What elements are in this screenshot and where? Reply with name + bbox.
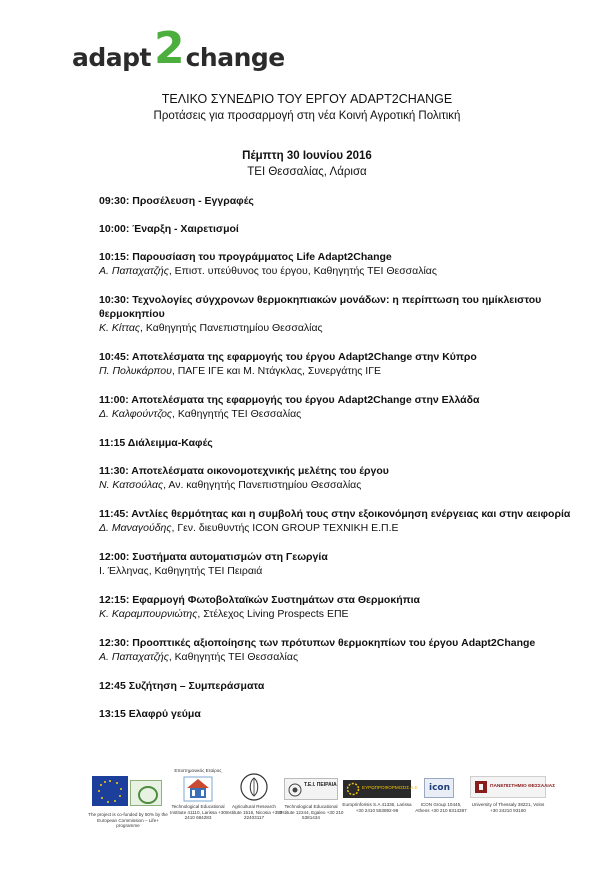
speaker-name: Ν. Κατσούλας bbox=[99, 479, 164, 491]
conference-subtitle: Προτάσεις για προσαρμογή στη νέα Κοινή Αγροτική Πολιτική bbox=[153, 110, 461, 122]
conference-venue: ΤΕΙ Θεσσαλίας, Λάρισα bbox=[247, 166, 367, 178]
eu-caption: The project is co-funded by 50% by the European Commission – Life+ programme bbox=[88, 812, 168, 829]
logo-word-adapt: adapt bbox=[72, 43, 151, 72]
eu-flag-icon bbox=[92, 776, 128, 806]
uth-logo-text: ΠΑΝΕΠΙΣΤΗΜΙΟ ΘΕΣΣΑΛΙΑΣ bbox=[490, 784, 556, 789]
program-item-speaker bbox=[99, 478, 579, 493]
icon-group-logo-group bbox=[415, 778, 467, 848]
speaker-affiliation: , Γεν. διευθυντής ICON GROUP ΤΕΧΝΙΚΗ Ε.Π.Ε bbox=[171, 522, 399, 534]
program-item bbox=[99, 222, 579, 236]
program-item bbox=[99, 194, 579, 208]
ari-logo-group bbox=[225, 772, 283, 842]
program-item-speaker bbox=[99, 650, 579, 665]
program-item-title: 10:15: Παρουσίαση του προγράμματος Life Adapt2Change bbox=[99, 251, 392, 263]
program-item bbox=[99, 707, 579, 721]
program-item-title: 10:30: Τεχνολογίες σύγχρονων θερμοκηπιακών μονάδων: η περίπτωση του ημίκλειστου θερμοκηπίου bbox=[99, 294, 542, 320]
icon-group-caption: ICON Group 10445, Athens +30 210 8314387 bbox=[415, 802, 467, 813]
program-item-speaker bbox=[99, 521, 579, 536]
program-item bbox=[99, 293, 579, 336]
speaker-affiliation: , Καθηγητής Πανεπιστημίου Θεσσαλίας bbox=[139, 322, 323, 334]
teithe-caption: Technological Educational Institute 41110, Larissa +30 2410 684283 bbox=[170, 804, 226, 821]
program-item-title: 11:45: Αντλίες θερμότητας και η συμβολή τους στην εξοικονόμηση ενέργειας και στην αειφορία bbox=[99, 508, 571, 520]
speaker-name: Π. Πολυκάρπου bbox=[99, 365, 172, 377]
program-item-title: 11:30: Αποτελέσματα οικονομοτεχνικής μελέτης του έργου bbox=[99, 465, 389, 477]
speaker-name: Κ. Κίττας bbox=[99, 322, 140, 334]
adapt2change-logo bbox=[72, 23, 285, 75]
program-item-title: 09:30: Προσέλευση - Εγγραφές bbox=[99, 195, 254, 207]
teipir-label: Τ.Ε.Ι. ΠΕΙΡΑΙΑ bbox=[304, 782, 337, 788]
speaker-name: Α. Παπαχατζής bbox=[99, 265, 169, 277]
speaker-affiliation: , Στέλεχος Living Prospects ΕΠΕ bbox=[197, 608, 349, 620]
program-item-speaker bbox=[99, 321, 579, 336]
program-item-speaker bbox=[99, 564, 579, 579]
logo-word-change: change bbox=[185, 43, 285, 72]
uth-logo-group bbox=[468, 776, 556, 846]
speaker-name: Δ. Καλφούντζος bbox=[99, 408, 173, 420]
teithe-emblem-icon bbox=[183, 776, 213, 802]
program-item-title: 11:00: Αποτελέσματα της εφαρμογής του έργου Adapt2Change στην Ελλάδα bbox=[99, 394, 480, 406]
uth-emblem-icon bbox=[470, 776, 556, 798]
speaker-affiliation: Ι. Έλληνας, Καθηγητής ΤΕΙ Πειραιά bbox=[99, 565, 263, 577]
europrof-logo-group bbox=[341, 780, 418, 850]
program-item bbox=[99, 250, 579, 279]
program-item-speaker bbox=[99, 407, 579, 422]
teipir-caption: Technological Educational Institute 12244, Egaleo +30 210 5381434 bbox=[278, 804, 344, 821]
speaker-affiliation: , Καθηγητής ΤΕΙ Θεσσαλίας bbox=[172, 408, 302, 420]
ari-emblem-icon bbox=[240, 772, 268, 802]
icon-group-emblem-icon bbox=[424, 778, 454, 798]
program-item bbox=[99, 679, 579, 693]
program-item bbox=[99, 464, 579, 493]
program-item-title: 12:15: Εφαρμογή Φωτοβολταϊκών Συστημάτων στα Θερμοκήπια bbox=[99, 594, 421, 606]
program-item-speaker bbox=[99, 264, 579, 279]
program-item-speaker bbox=[99, 607, 579, 622]
program-item-speaker bbox=[99, 364, 579, 379]
speaker-affiliation: , ΠΑΓΕ ΙΓΕ και Μ. Ντάγκλας, Συνεργάτης ΙΓΕ bbox=[171, 365, 381, 377]
program-list bbox=[99, 194, 579, 735]
program-item bbox=[99, 593, 579, 622]
scientific-partner-label: Επιστημονικός Εταίρος bbox=[174, 768, 222, 773]
europrof-caption: Europrinforisis S.A 41336, Larissa +30 2410 553892-96 bbox=[342, 802, 412, 813]
europrof-logo-text: ΕΥΡΩΠΡΟΦΟΡΜΟΣΙΣ Α.Ε bbox=[362, 785, 418, 790]
program-item-title: 12:30: Προοπτικές αξιοποίησης των πρότυπων θερμοκηπίων του έργου Adapt2Change bbox=[99, 637, 536, 649]
teipir-emblem-icon bbox=[284, 778, 338, 800]
speaker-affiliation: , Καθηγητής ΤΕΙ Θεσσαλίας bbox=[168, 651, 299, 663]
program-item-title: 10:45: Αποτελέσματα της εφαρμογής του έργου Adapt2Change στην Κύπρο bbox=[99, 351, 477, 363]
conference-date: Πέμπτη 30 Ιουνίου 2016 bbox=[242, 150, 372, 162]
program-item-title: 11:15 Διάλειμμα-Καφές bbox=[99, 437, 213, 449]
speaker-affiliation: , Επιστ. υπεύθυνος του έργου, Καθηγητής ΤΕΙ Θεσσαλίας bbox=[168, 265, 437, 277]
program-item bbox=[99, 636, 579, 665]
program-item bbox=[99, 350, 579, 379]
uth-caption: University of Thessaly 38221, Volos +30 24210 93160 bbox=[471, 802, 545, 813]
speaker-name: Δ. Μαναγούδης bbox=[99, 522, 172, 534]
program-item-title: 12:45 Συζήτηση – Συμπεράσματα bbox=[99, 680, 265, 692]
life-programme-icon bbox=[130, 780, 162, 806]
speaker-name: Α. Παπαχατζής bbox=[99, 651, 169, 663]
program-item-title: 13:15 Ελαφρύ γεύμα bbox=[99, 708, 201, 720]
logo-digit-two: 2 bbox=[153, 23, 185, 75]
program-item-title: 10:00: Έναρξη - Χαιρετισμοί bbox=[99, 223, 239, 235]
eu-life-logo-group bbox=[86, 776, 170, 836]
program-item bbox=[99, 550, 579, 579]
partner-logos-strip bbox=[86, 768, 586, 846]
speaker-affiliation: , Αν. καθηγητής Πανεπιστημίου Θεσσαλίας bbox=[163, 479, 362, 491]
ari-caption: Agricultural Research Institute 1516, Nicosia +357 22403117 bbox=[225, 804, 283, 821]
program-item bbox=[99, 393, 579, 422]
program-item-title: 12:00: Συστήματα αυτοματισμών στη Γεωργία bbox=[99, 551, 328, 563]
speaker-name: Κ. Καραμπουρνιώτης bbox=[99, 608, 198, 620]
program-item bbox=[99, 507, 579, 536]
teithe-logo-group bbox=[170, 768, 226, 838]
teipir-logo-group bbox=[278, 778, 344, 848]
conference-title: ΤΕΛΙΚΟ ΣΥΝΕΔΡΙΟ ΤΟΥ ΕΡΓΟΥ ADAPT2CHANGE bbox=[161, 92, 453, 106]
europrof-emblem-icon bbox=[343, 780, 418, 798]
program-item bbox=[99, 436, 579, 450]
icon-group-logo-text: icon bbox=[429, 783, 451, 793]
